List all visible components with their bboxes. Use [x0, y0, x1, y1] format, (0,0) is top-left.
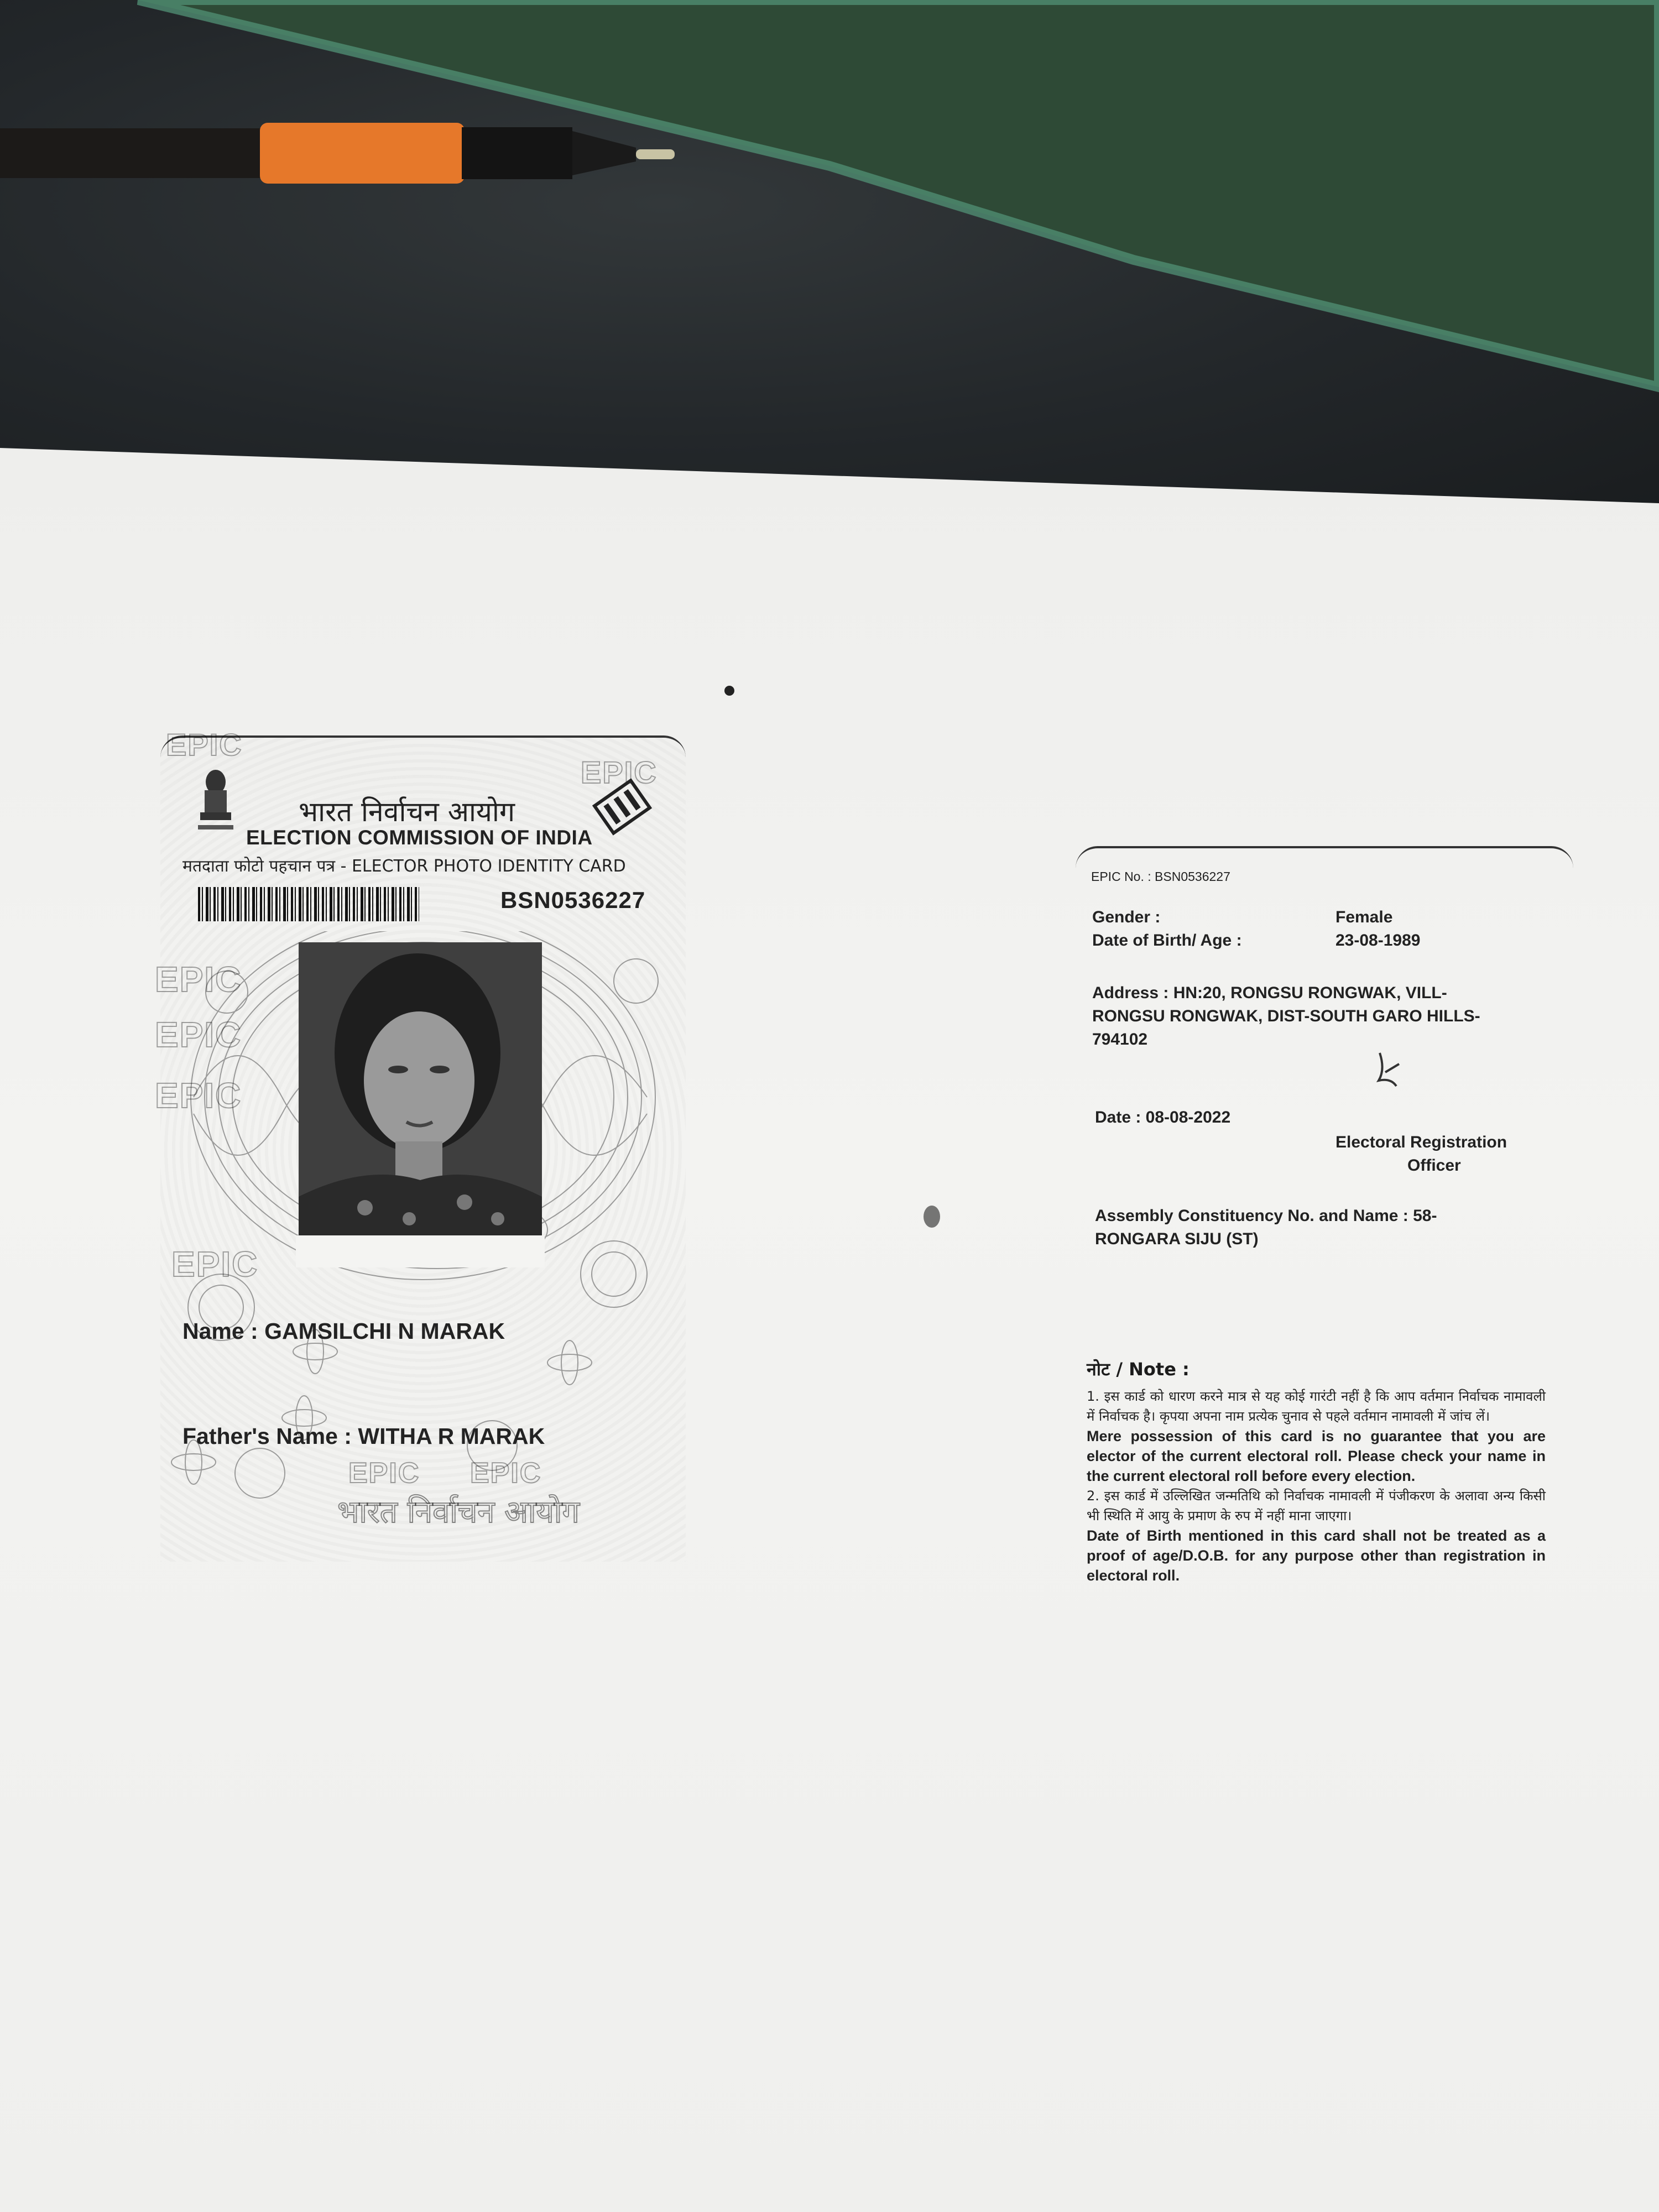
note-2-english: Date of Birth mentioned in this card shall not be treated as a proof of age/D.O.B. for any purpose other than registration in electoral roll.	[1087, 1527, 1546, 1584]
holder-photo	[299, 942, 542, 1235]
address-line-2: RONGSU RONGWAK, DIST-SOUTH GARO HILLS-	[1092, 1007, 1480, 1025]
card-subtitle: मतदाता फोटो पहचान पत्र - ELECTOR PHOTO IDENTITY CARD	[182, 857, 626, 876]
assembly-line-2: RONGARA SIJU (ST)	[1095, 1230, 1259, 1248]
name-value: GAMSILCHI N MARAK	[264, 1318, 505, 1344]
father-name-value: WITHA R MARAK	[358, 1423, 545, 1449]
issue-date: Date : 08-08-2022	[1095, 1108, 1231, 1126]
address-line-3: 794102	[1092, 1030, 1148, 1048]
voting-machine-icon	[592, 776, 653, 837]
note-2-hindi: 2. इस कार्ड में उल्लिखित जन्मतिथि को निर्वाचक नामावली में पंजीकरण के अलावा अन्य किसी भी स्थिति में आयु के प्रमाण के रुप में नहीं माना जाएगा।	[1087, 1488, 1546, 1524]
epic-watermark: EPIC	[470, 1457, 542, 1489]
epic-watermark: EPIC	[581, 755, 658, 790]
note-title: नोट / Note :	[1087, 1359, 1190, 1380]
ink-speck	[924, 1206, 940, 1228]
epic-number-line: EPIC No. : BSN0536227	[1091, 869, 1230, 884]
hindi-title: भारत निर्वाचन आयोग	[299, 796, 515, 828]
epic-watermark: EPIC	[348, 1457, 420, 1489]
national-emblem-icon	[194, 765, 238, 837]
epic-watermark: EPIC	[155, 1076, 242, 1115]
card-front	[155, 727, 686, 1562]
gender-value: Female	[1335, 908, 1393, 926]
signature-mark	[1369, 1047, 1407, 1097]
epic-watermark: EPIC	[155, 1015, 242, 1055]
card-back	[1076, 846, 1573, 1645]
father-name-row	[182, 1423, 545, 1449]
ero-title-line-1: Electoral Registration	[1335, 1133, 1507, 1151]
father-name-label: Father's Name :	[182, 1423, 352, 1449]
name-label: Name :	[182, 1318, 258, 1344]
note-1-english: Mere possession of this card is no guarantee that you are elector of the current electoral roll. Please check your name in the current electoral roll before every election.	[1087, 1428, 1546, 1484]
barcode	[198, 887, 419, 921]
assembly-line-1: Assembly Constituency No. and Name : 58-	[1095, 1207, 1437, 1225]
name-row	[182, 1318, 505, 1344]
ero-title-line-2: Officer	[1407, 1156, 1461, 1175]
note-block	[1087, 1357, 1546, 1585]
green-cutting-mat	[0, 0, 1659, 509]
epic-watermark: EPIC	[171, 1244, 259, 1284]
dob-value: 23-08-1989	[1335, 931, 1421, 950]
note-1-hindi: 1. इस कार्ड को धारण करने मात्र से यह कोई गारंटी नहीं है कि आप वर्तमान निर्वाचक नामावली में निर्वाचक है। कृपया अपना नाम प्रत्येक चुनाव से पहले वर्तमान नामावली में जांच लें।	[1087, 1389, 1546, 1424]
epic-watermark: EPIC	[155, 959, 242, 999]
hindi-footer-watermark: भारत निर्वाचन आयोग	[337, 1494, 580, 1530]
commission-title: ELECTION COMMISSION OF INDIA	[246, 826, 593, 849]
pen	[0, 117, 680, 211]
epic-watermark: EPIC	[166, 727, 243, 762]
dob-label: Date of Birth/ Age :	[1092, 931, 1242, 950]
epic-number: BSN0536227	[500, 887, 646, 913]
gender-label: Gender :	[1092, 908, 1161, 926]
address-line-1: Address : HN:20, RONGSU RONGWAK, VILL-	[1092, 984, 1447, 1002]
ink-speck	[724, 686, 734, 696]
photo-strip	[296, 1235, 545, 1267]
